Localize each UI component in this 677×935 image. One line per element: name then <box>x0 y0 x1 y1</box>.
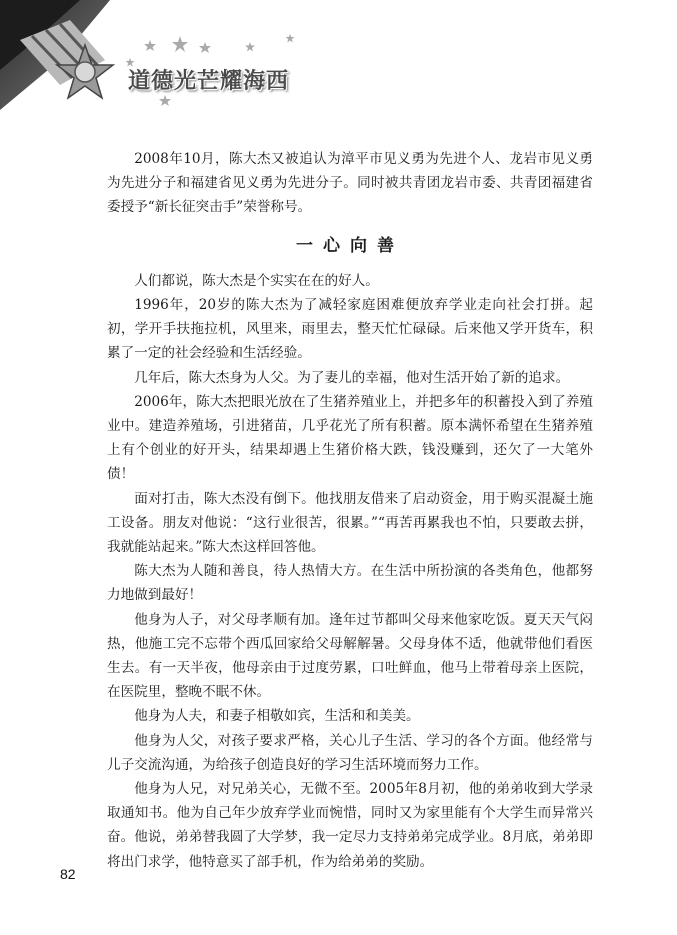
body-paragraph: 2006年，陈大杰把眼光放在了生猪养殖业上，并把多年的积蓄投入到了养殖业中。建造养殖场，引进猪苗，几乎花光了所有积蓄。原本满怀希望在生猪养殖上有个创业的好开头，结果却遇上生猪价格大跌，钱没赚到，还欠了一大笔外债！ <box>107 393 593 483</box>
body-paragraph: 陈大杰为人随和善良，待人热情大方。在生活中所扮演的各类角色，他都努力地做到最好！ <box>107 563 593 604</box>
body-paragraph: 他身为人夫，和妻子相敬如宾，生活和和美美。 <box>134 708 420 725</box>
header-medal-emblem <box>0 0 320 120</box>
page-body <box>107 147 593 874</box>
body-paragraph: 面对打击，陈大杰没有倒下。他找朋友借来了启动资金，用于购买混凝土施工设备。朋友对他说：“这行业很苦，很累。”“再苦再累我也不怕，只要敢去拼，我就能站起来。”陈大杰这样回答他。 <box>107 490 593 556</box>
body-paragraph: 1996年，20岁的陈大杰为了减轻家庭困难便放弃学业走向社会打拼。起初，学开手扶拖拉机，风里来，雨里去，整天忙忙碌碌。后来他又学开货车，积累了一定的社会经验和生活经验。 <box>107 297 593 362</box>
body-paragraph: 他身为人子，对父母孝顺有加。逢年过节都叫父母来他家吃饭。夏天天气闷热，他施工完不忘带个西瓜回家给父母解解暑。父母身体不适，他就带他们看医生去。有一天半夜，他母亲由于过度劳累，口吐鲜血，他马上带着母亲上医院，在医院里，整晚不眠不休。 <box>107 611 593 701</box>
body-paragraph: 几年后，陈大杰身为人父。为了妻儿的幸福，他对生活开始了新的追求。 <box>134 369 570 386</box>
intro-paragraph: 2008年10月，陈大杰又被追认为漳平市见义勇为先进个人、龙岩市见义勇为先进分子和福建省见义勇为先进分子。同时被共青团龙岩市委、共青团福建省委授予“新长征突击手”荣誉称号。 <box>107 151 593 216</box>
body-paragraph: 他身为人父，对孩子要求严格，关心儿子生活、学习的各个方面。他经常与儿子交流沟通，为给孩子创造良好的学习生活环境而努力工作。 <box>107 732 593 773</box>
body-paragraph: 他身为人兄，对兄弟关心，无微不至。2005年8月初，他的弟弟收到大学录取通知书。他为自己年少放弃学业而惋惜，同时又为家里能有个大学生而异常兴奋。他说，弟弟替我圆了大学梦，我一定尽力支持弟弟完成学业。8月底，弟弟即将出门求学，他特意买了部手机，作为给弟弟的奖励。 <box>107 781 593 870</box>
page-number: 82 <box>60 866 76 882</box>
series-title: 道德光芒耀海西 <box>128 69 290 94</box>
body-paragraph: 人们都说，陈大杰是个实实在在的好人。 <box>134 272 379 289</box>
section-heading: 一心向善 <box>296 235 404 256</box>
